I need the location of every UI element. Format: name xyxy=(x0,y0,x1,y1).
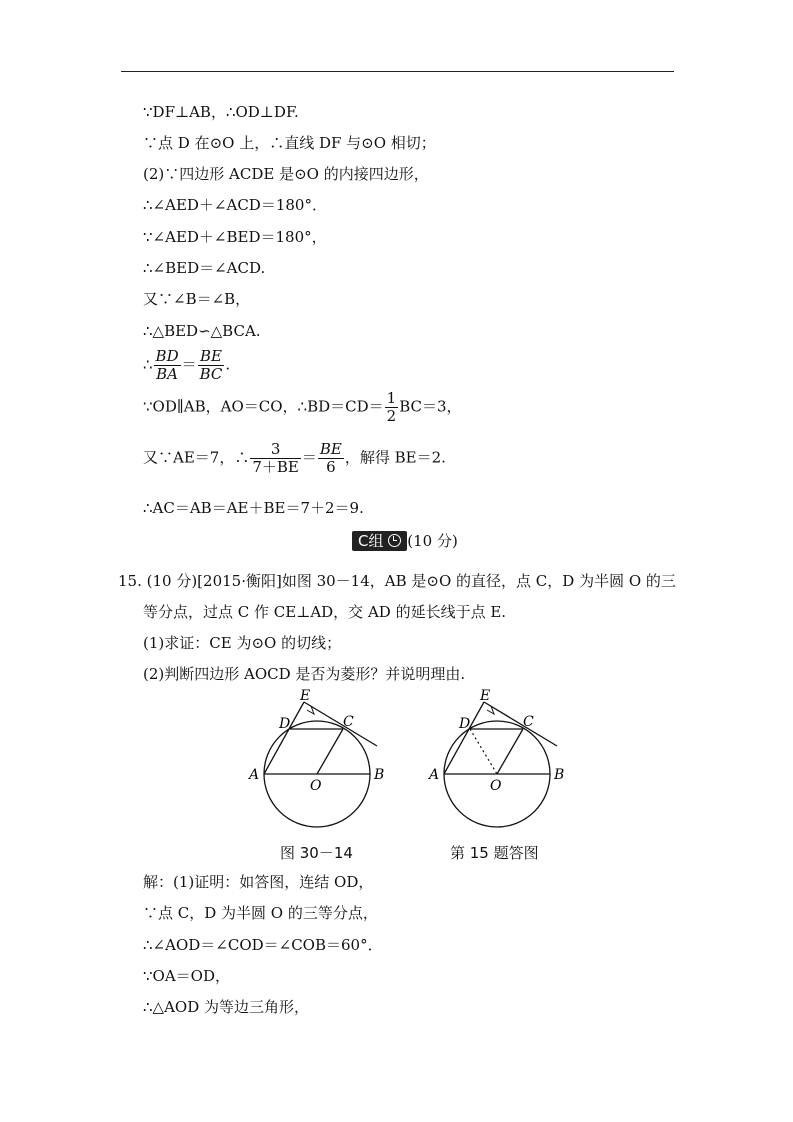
fraction-denominator: 2 xyxy=(386,407,397,425)
figure-2-caption: 第 15 题答图 xyxy=(450,844,539,862)
fraction-be-over-6 xyxy=(318,441,344,476)
fraction-numerator: BD xyxy=(155,347,179,365)
answer-line-2: ∵点 C，D 为半圆 O 的三等分点， xyxy=(143,904,378,922)
line-ae xyxy=(444,702,484,774)
fraction-be-bc xyxy=(198,348,225,383)
section-score: (10 分) xyxy=(407,532,458,550)
problem-15-question-2: (2)判断四边形 AOCD 是否为菱形？并说明理由. xyxy=(143,665,466,683)
problem-15-line-1: 15. (10 分)[2015·衡阳]如图 30－14，AB 是⊙O 的直径，点 C，D 为半圆 O 的三 xyxy=(118,572,676,590)
solution-line-5: ∵∠AED＋∠BED＝180°， xyxy=(143,228,327,246)
segment-oc xyxy=(497,729,523,774)
solution-line-6: ∴∠BED＝∠ACD. xyxy=(143,259,266,277)
fraction-denominator: BA xyxy=(156,365,178,383)
line10-prefix: ∵OD∥AB，AO＝CO，∴BD＝CD＝ xyxy=(143,397,384,416)
line11-suffix: ，解得 BE＝2. xyxy=(344,448,446,467)
label-e: E xyxy=(480,688,491,704)
figure-1-caption: 图 30－14 xyxy=(280,844,353,862)
label-e: E xyxy=(300,688,311,704)
solution-line-12: ∴AC＝AB＝AE＋BE＝7＋2＝9. xyxy=(143,499,364,517)
solution-line-7: 又∵∠B＝∠B， xyxy=(143,290,251,308)
solution-line-3: (2)∵四边形 ACDE 是⊙O 的内接四边形， xyxy=(143,165,429,183)
line10-suffix: BC＝3， xyxy=(399,397,462,416)
solution-line-8: ∴△BED∽△BCA. xyxy=(143,322,261,340)
section-badge xyxy=(352,531,407,551)
label-o: O xyxy=(490,778,502,794)
label-a: A xyxy=(249,767,260,783)
figure-30-14 xyxy=(240,688,400,834)
fraction-numerator: BE xyxy=(198,348,225,366)
equals-sign: ＝ xyxy=(301,448,317,467)
label-c: C xyxy=(343,714,354,730)
line9-prefix: ∴ xyxy=(143,355,153,374)
fraction-half xyxy=(385,390,399,425)
problem-15-question-1: (1)求证：CE 为⊙O 的切线； xyxy=(143,634,342,652)
fraction-numerator: 3 xyxy=(250,441,301,459)
answer-line-4: ∵OA＝OD， xyxy=(143,967,230,985)
label-c: C xyxy=(523,714,534,730)
figure-15-answer xyxy=(420,688,580,834)
fraction-denominator: 6 xyxy=(326,458,336,476)
equals-sign: ＝ xyxy=(181,355,197,374)
line11-prefix: 又∵AE＝7，∴ xyxy=(143,448,250,467)
solution-line-10 xyxy=(143,390,462,425)
solution-line-4: ∴∠AED＋∠ACD＝180°． xyxy=(143,196,327,214)
fraction-numerator: 1 xyxy=(386,389,397,407)
solution-line-2: ∵点 D 在⊙O 上，∴直线 DF 与⊙O 相切； xyxy=(143,134,436,152)
answer-line-5: ∴△AOD 为等边三角形， xyxy=(143,998,310,1016)
problem-15-line-2: 等分点，过点 C 作 CE⊥AD，交 AD 的延长线于点 E. xyxy=(143,603,507,621)
label-b: B xyxy=(554,767,565,783)
solution-line-9 xyxy=(143,348,230,383)
solution-line-1: ∵DF⊥AB，∴OD⊥DF. xyxy=(143,103,299,121)
fraction-3-over-7-be xyxy=(250,441,301,476)
label-o: O xyxy=(310,778,322,794)
answer-line-3: ∴∠AOD＝∠COD＝∠COB＝60°． xyxy=(143,936,383,954)
section-heading xyxy=(352,531,458,551)
fraction-numerator: BE xyxy=(319,440,342,458)
answer-line-1: 解：(1)证明：如答图，连结 OD， xyxy=(143,873,374,891)
dotted-segment-od xyxy=(470,729,497,774)
tangent-ce xyxy=(484,702,557,746)
tangent-ce xyxy=(304,702,377,746)
label-d: D xyxy=(279,716,291,732)
segment-oc xyxy=(317,729,343,774)
fraction-denominator: BC xyxy=(199,365,223,383)
solution-line-11 xyxy=(143,441,446,476)
label-d: D xyxy=(459,716,471,732)
line-ae xyxy=(264,702,304,774)
line9-suffix: . xyxy=(225,355,231,374)
fraction-denominator: 7＋BE xyxy=(252,458,299,476)
section-badge-label: C组 xyxy=(358,532,384,550)
fraction-bd-ba xyxy=(154,348,181,383)
header-rule xyxy=(121,71,674,72)
clock-icon xyxy=(388,534,401,547)
label-b: B xyxy=(374,767,385,783)
label-a: A xyxy=(429,767,440,783)
